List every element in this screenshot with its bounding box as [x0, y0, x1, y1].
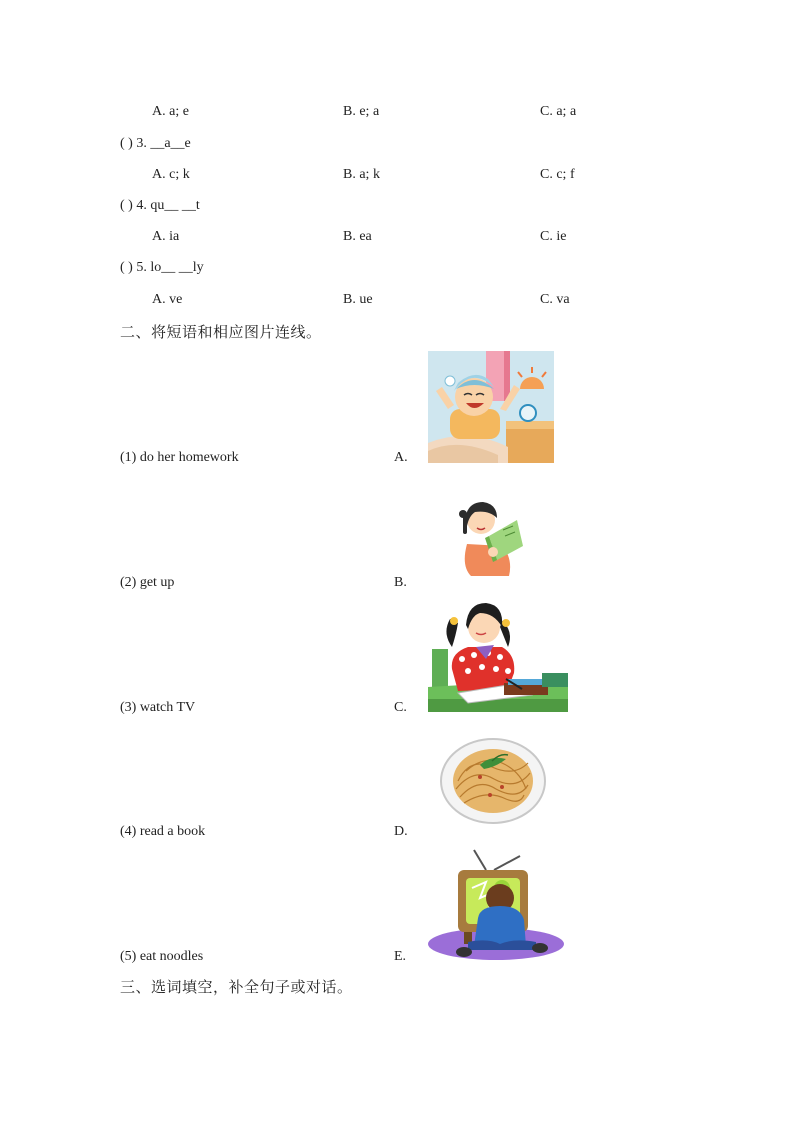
watch-tv-picture [428, 848, 566, 963]
phrase-5: (5) eat noodles [120, 949, 204, 964]
phrase-3: (3) watch TV [120, 700, 196, 715]
letter-b: B. [394, 575, 407, 590]
section3-title: 三、选词填空，补全句子或对话。 [120, 978, 353, 996]
phrase-2: (2) get up [120, 575, 175, 590]
section2-title: 二、将短语和相应图片连线。 [120, 323, 322, 341]
letter-d: D. [394, 824, 408, 839]
letter-e: E. [394, 949, 407, 964]
q3-option-c: C. c; f [540, 167, 575, 182]
letter-a: A. [394, 450, 408, 465]
q4-label: ( ) 4. qu__ __t [120, 198, 200, 213]
q3-option-a: A. c; k [152, 167, 190, 182]
get-up-picture [428, 351, 554, 463]
q5-label: ( ) 5. lo__ __ly [120, 260, 204, 275]
q2-option-a: A. a; e [152, 104, 189, 119]
q3-option-b: B. a; k [343, 167, 380, 182]
q3-label: ( ) 3. __a__e [120, 136, 191, 151]
letter-c: C. [394, 700, 407, 715]
read-book-picture [453, 496, 529, 576]
q5-option-a: A. ve [152, 292, 183, 307]
q5-option-c: C. va [540, 292, 570, 307]
phrase-4: (4) read a book [120, 824, 206, 839]
q2-option-b: B. e; a [343, 104, 380, 119]
q4-option-a: A. ia [152, 229, 180, 244]
q2-option-c: C. a; a [540, 104, 577, 119]
q4-option-c: C. ie [540, 229, 567, 244]
q4-option-b: B. ea [343, 229, 372, 244]
phrase-1: (1) do her homework [120, 450, 239, 465]
do-homework-picture [428, 599, 568, 712]
noodles-picture [440, 737, 546, 825]
q5-option-b: B. ue [343, 292, 373, 307]
